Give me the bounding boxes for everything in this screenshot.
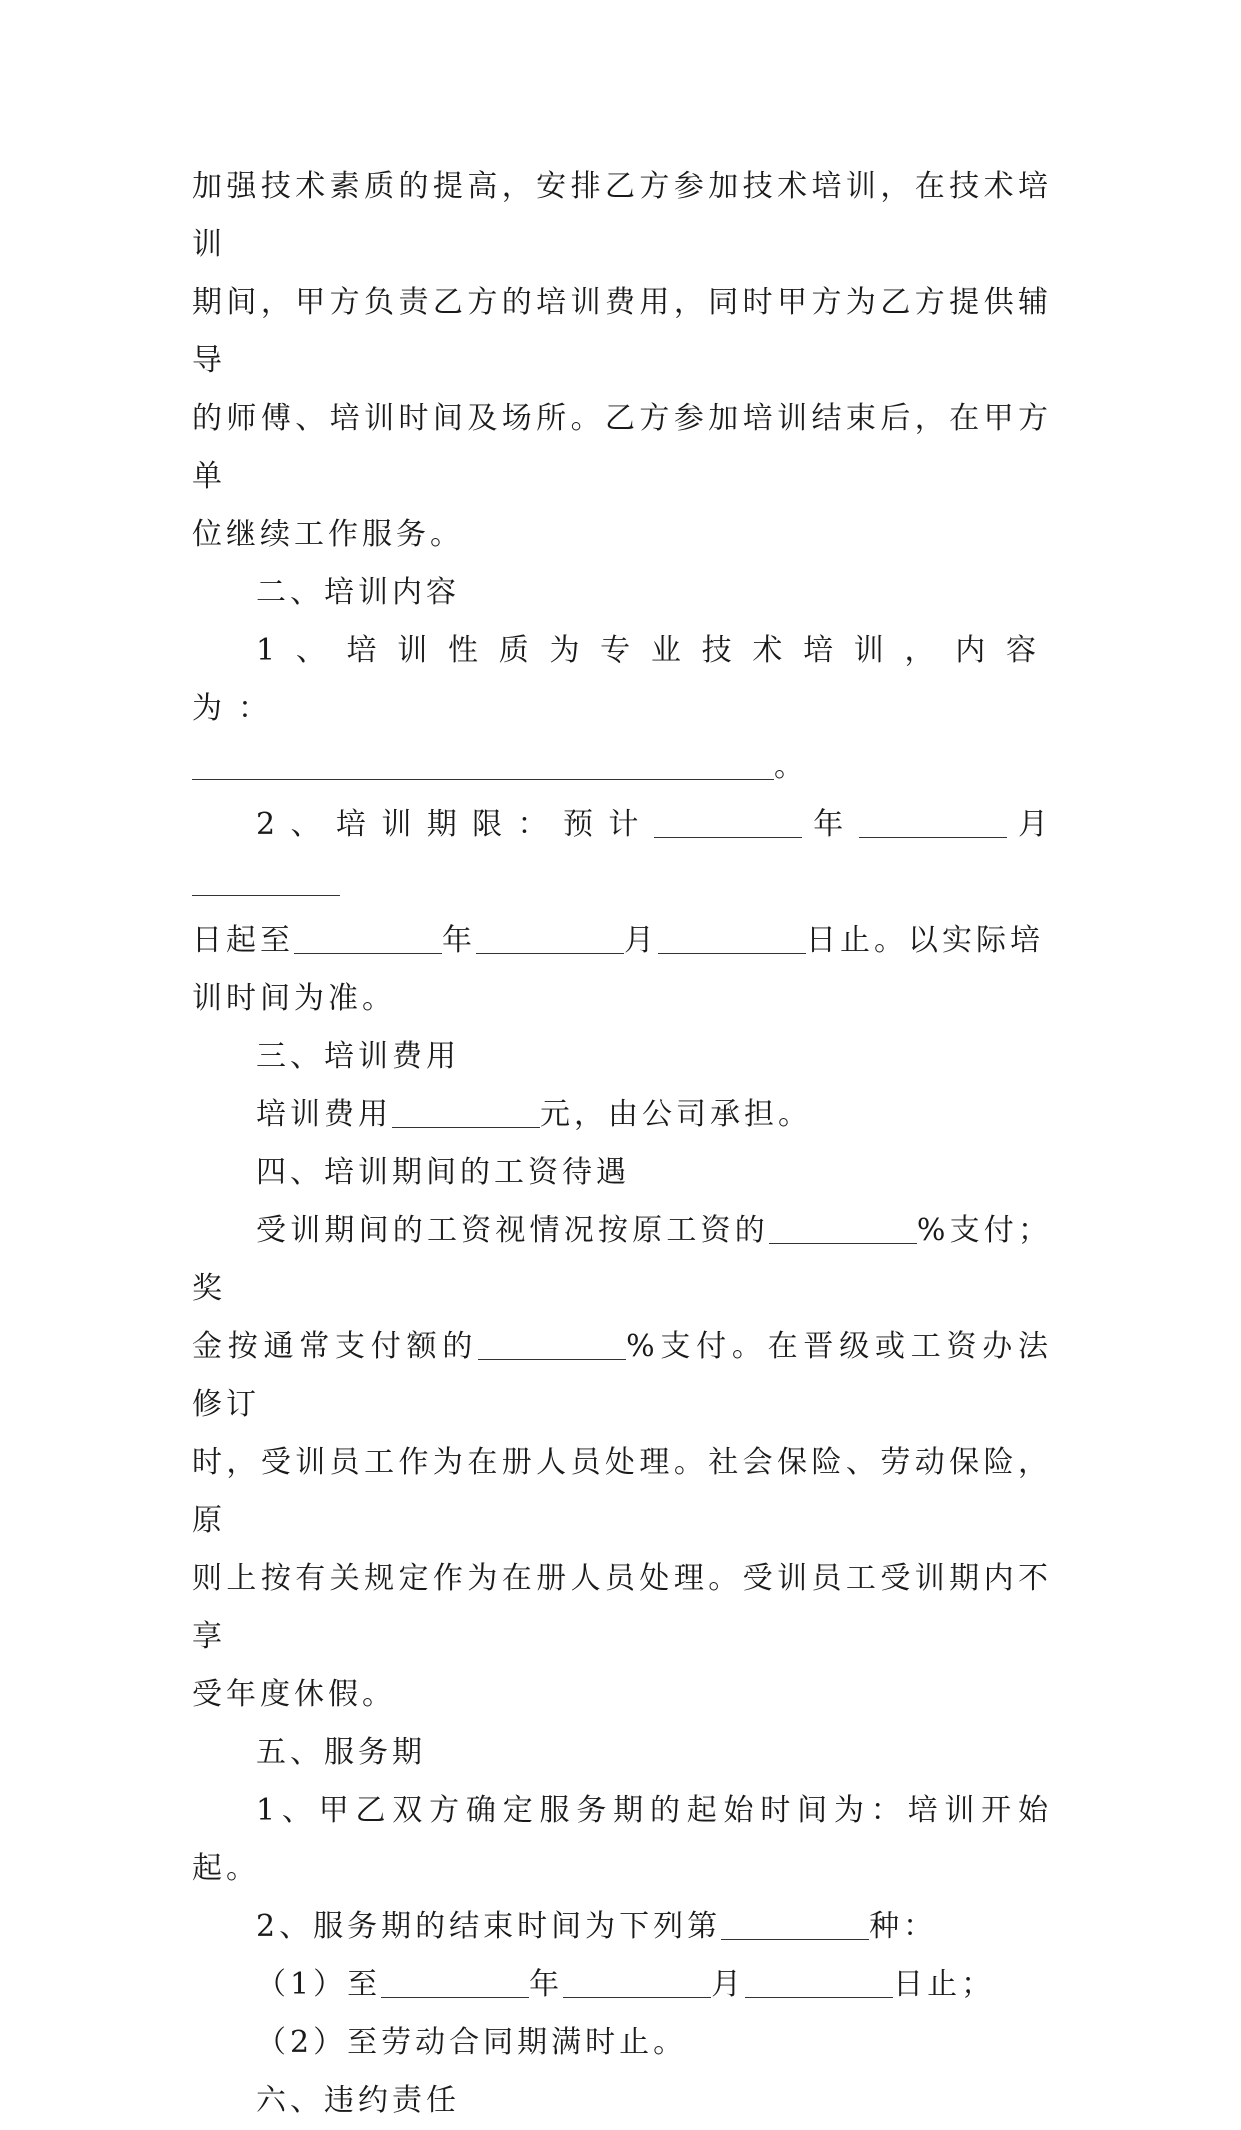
item-2-line-3: 训时间为准。	[192, 981, 396, 1016]
section-4-title: 四、培训期间的工资待遇	[256, 1155, 630, 1190]
intro-line-2: 期间，甲方负责乙方的培训费用，同时甲方为乙方提供辅导	[192, 285, 1052, 378]
month-label-3: 月	[711, 1967, 746, 2002]
service-item-1: 1、甲乙双方确定服务期的起始时间为：培训开始起。	[192, 1793, 1052, 1886]
end-month-blank	[476, 923, 624, 954]
year-label-1: 年	[801, 807, 859, 842]
wage-line-1	[192, 1202, 1052, 1318]
year-label-3: 年	[529, 1967, 564, 2002]
fee-prefix: 培训费用	[256, 1097, 392, 1132]
month-label-2: 月	[624, 923, 658, 958]
wage-line-4: 则上按有关规定作为在册人员处理。受训员工受训期内不享	[192, 1561, 1052, 1654]
wage-line-2	[192, 1318, 1052, 1434]
bonus-prefix: 金按通常支付额的	[192, 1329, 479, 1364]
document-body	[192, 158, 1052, 2130]
start-month-blank	[859, 807, 1007, 838]
option-2: （2）至劳动合同期满时止。	[256, 2025, 688, 2060]
option-1-prefix: （1）至	[256, 1967, 382, 2002]
item-1-blank-line	[192, 738, 1052, 796]
intro-line-3: 的师傅、培训时间及场所。乙方参加培训结束后，在甲方单	[192, 401, 1052, 494]
section-5-title: 五、服务期	[256, 1735, 426, 1770]
end-day-blank	[658, 923, 806, 954]
item-1-text	[192, 622, 1052, 738]
fee-line	[192, 1086, 1052, 1144]
service-2-prefix: 2、服务期的结束时间为下列第	[256, 1909, 722, 1944]
option-1	[192, 1956, 1052, 2014]
service-2-suffix: 种：	[869, 1909, 938, 1944]
wage-line-3: 时，受训员工作为在册人员处理。社会保险、劳动保险，原	[192, 1445, 1052, 1538]
wage-percent-blank	[769, 1213, 917, 1244]
year-label-2: 年	[442, 923, 476, 958]
bonus-percent-blank	[478, 1329, 626, 1360]
option-month-blank	[563, 1967, 711, 1998]
wage-mid: %支付；奖	[192, 1213, 1052, 1306]
section-2-title: 二、培训内容	[256, 575, 460, 610]
item-2-prefix: 2、培训期限：预计	[256, 807, 654, 842]
item-1-label: 1、培训性质为专业技术培训，内容为：	[192, 633, 1052, 726]
month-label-1: 月	[1006, 807, 1053, 842]
start-year-blank	[654, 807, 802, 838]
intro-line-1: 加强技术素质的提高，安排乙方参加技术培训，在技术培训	[192, 169, 1052, 262]
content-blank	[192, 749, 774, 780]
wage-prefix: 受训期间的工资视情况按原工资的	[256, 1213, 769, 1248]
bonus-suffix: %支付。在晋级或工资办法修订	[192, 1329, 1053, 1422]
section-3-title: 三、培训费用	[256, 1039, 460, 1074]
service-item-2	[192, 1898, 1052, 1956]
day-from-label: 日起至	[192, 923, 294, 958]
option-1-end: 日止；	[893, 1967, 996, 2002]
start-day-blank	[192, 865, 340, 896]
item-2-line-2	[192, 912, 1052, 970]
intro-line-4: 位继续工作服务。	[192, 517, 464, 552]
end-year-blank	[294, 923, 442, 954]
option-year-blank	[381, 1967, 529, 1998]
fee-suffix: 元，由公司承担。	[540, 1097, 812, 1132]
item-2-line-1	[192, 796, 1052, 912]
day-to-label: 日止。以实际培	[806, 923, 1044, 958]
option-day-blank	[745, 1967, 893, 1998]
section-6-title: 六、违约责任	[256, 2083, 460, 2118]
fee-blank	[392, 1097, 540, 1128]
wage-line-5: 受年度休假。	[192, 1677, 396, 1712]
item-1-end: 。	[774, 749, 808, 784]
option-number-blank	[721, 1909, 869, 1940]
